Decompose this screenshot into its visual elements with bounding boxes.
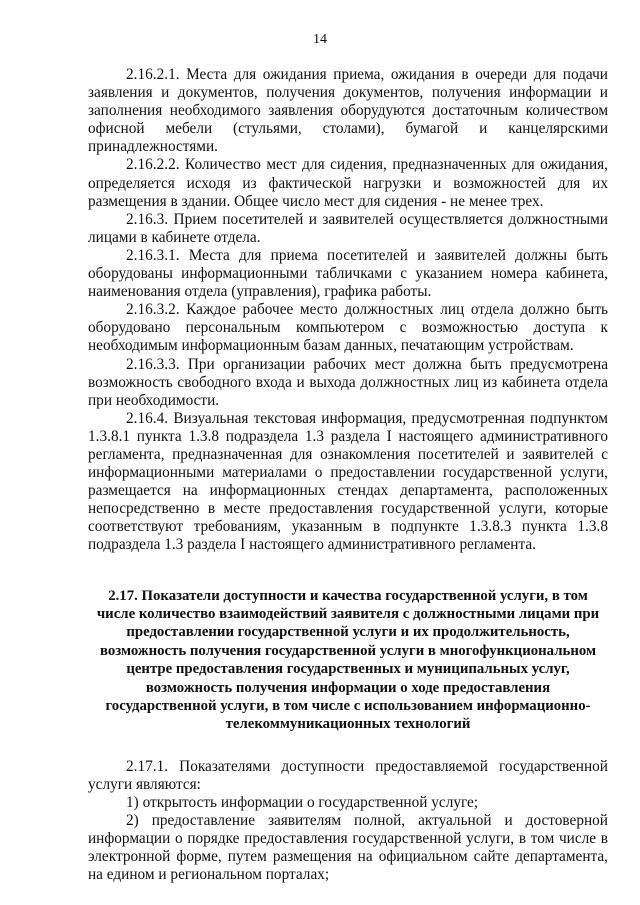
list-item-2: 2) предоставление заявителям полной, актуальной и достоверной информации о порядке предоставления государственной услуги, в том числе в электронной форме, путем размещения на официальном сайте департамента, на едином и региональном порталах; xyxy=(88,812,608,884)
paragraph-2-16-2-1: 2.16.2.1. Места для ожидания приема, ожидания в очереди для подачи заявления и документов, получения документов, получения информации и заполнения необходимого заявления оборудуются достаточным количеством офисной мебели (стульями, столами), бумагой и канцелярскими принадлежностями. xyxy=(88,66,608,156)
list-item-1: 1) открытость информации о государственной услуге; xyxy=(126,793,479,811)
paragraph-2-16-2-2: 2.16.2.2. Количество мест для сидения, предназначенных для ожидания, определяется исходя из фактической нагрузки и возможностей для их размещения в здании. Общее число мест для сидения - не менее трех. xyxy=(88,156,608,210)
page-number: 14 xyxy=(313,32,327,47)
paragraph-2-16-4: 2.16.4. Визуальная текстовая информация, предусмотренная подпунктом 1.3.8.1 пункта 1.3.8 подраздела 1.3 раздела I настоящего административного регламента, предназначенная для ознакомления посетителей и заявителей с информационными материалами о предоставлении государственной услуги, размещается на информационных стендах департамента, расположенных непосредственно в месте предоставления государственной услуги, которые соответствуют требованиям, указанным в подпункте 1.3.8.3 пункта 1.3.8 подраздела 1.3 раздела I настоящего административного регламента. xyxy=(88,409,608,554)
document-body xyxy=(88,66,608,884)
paragraph-2-17-1: 2.17.1. Показателями доступности предоставляемой государственной услуги являются: xyxy=(88,757,608,793)
paragraph-2-16-3-2: 2.16.3.2. Каждое рабочее место должностных лиц отдела должно быть оборудовано персональным компьютером с возможностью доступа к необходимым информационным базам данных, печатающим устройствам. xyxy=(88,301,608,355)
paragraph-2-16-3: 2.16.3. Прием посетителей и заявителей осуществляется должностными лицами в кабинете отдела. xyxy=(88,210,608,246)
section-2-17-body xyxy=(88,758,608,885)
section-heading-2-17: 2.17. Показатели доступности и качества государственной услуги, в том числе количество взаимодействий заявителя с должностными лицами при предоставлении государственной услуги и их продолжительность, возможность получения государственной услуги в многофункциональном центре предоставления государственных и муниципальных услуг, возможность получения информации о ходе предоставления государственной услуги, в том числе с использованием информационно-телекоммуникационных технологий xyxy=(96,587,600,733)
paragraph-2-16-3-3: 2.16.3.3. При организации рабочих мест должна быть предусмотрена возможность свободного входа и выхода должностных лиц из кабинета отдела при необходимости. xyxy=(88,355,608,409)
paragraph-2-16-3-1: 2.16.3.1. Места для приема посетителей и заявителей должны быть оборудованы информационными табличками с указанием номера кабинета, наименования отдела (управления), графика работы. xyxy=(88,246,608,301)
